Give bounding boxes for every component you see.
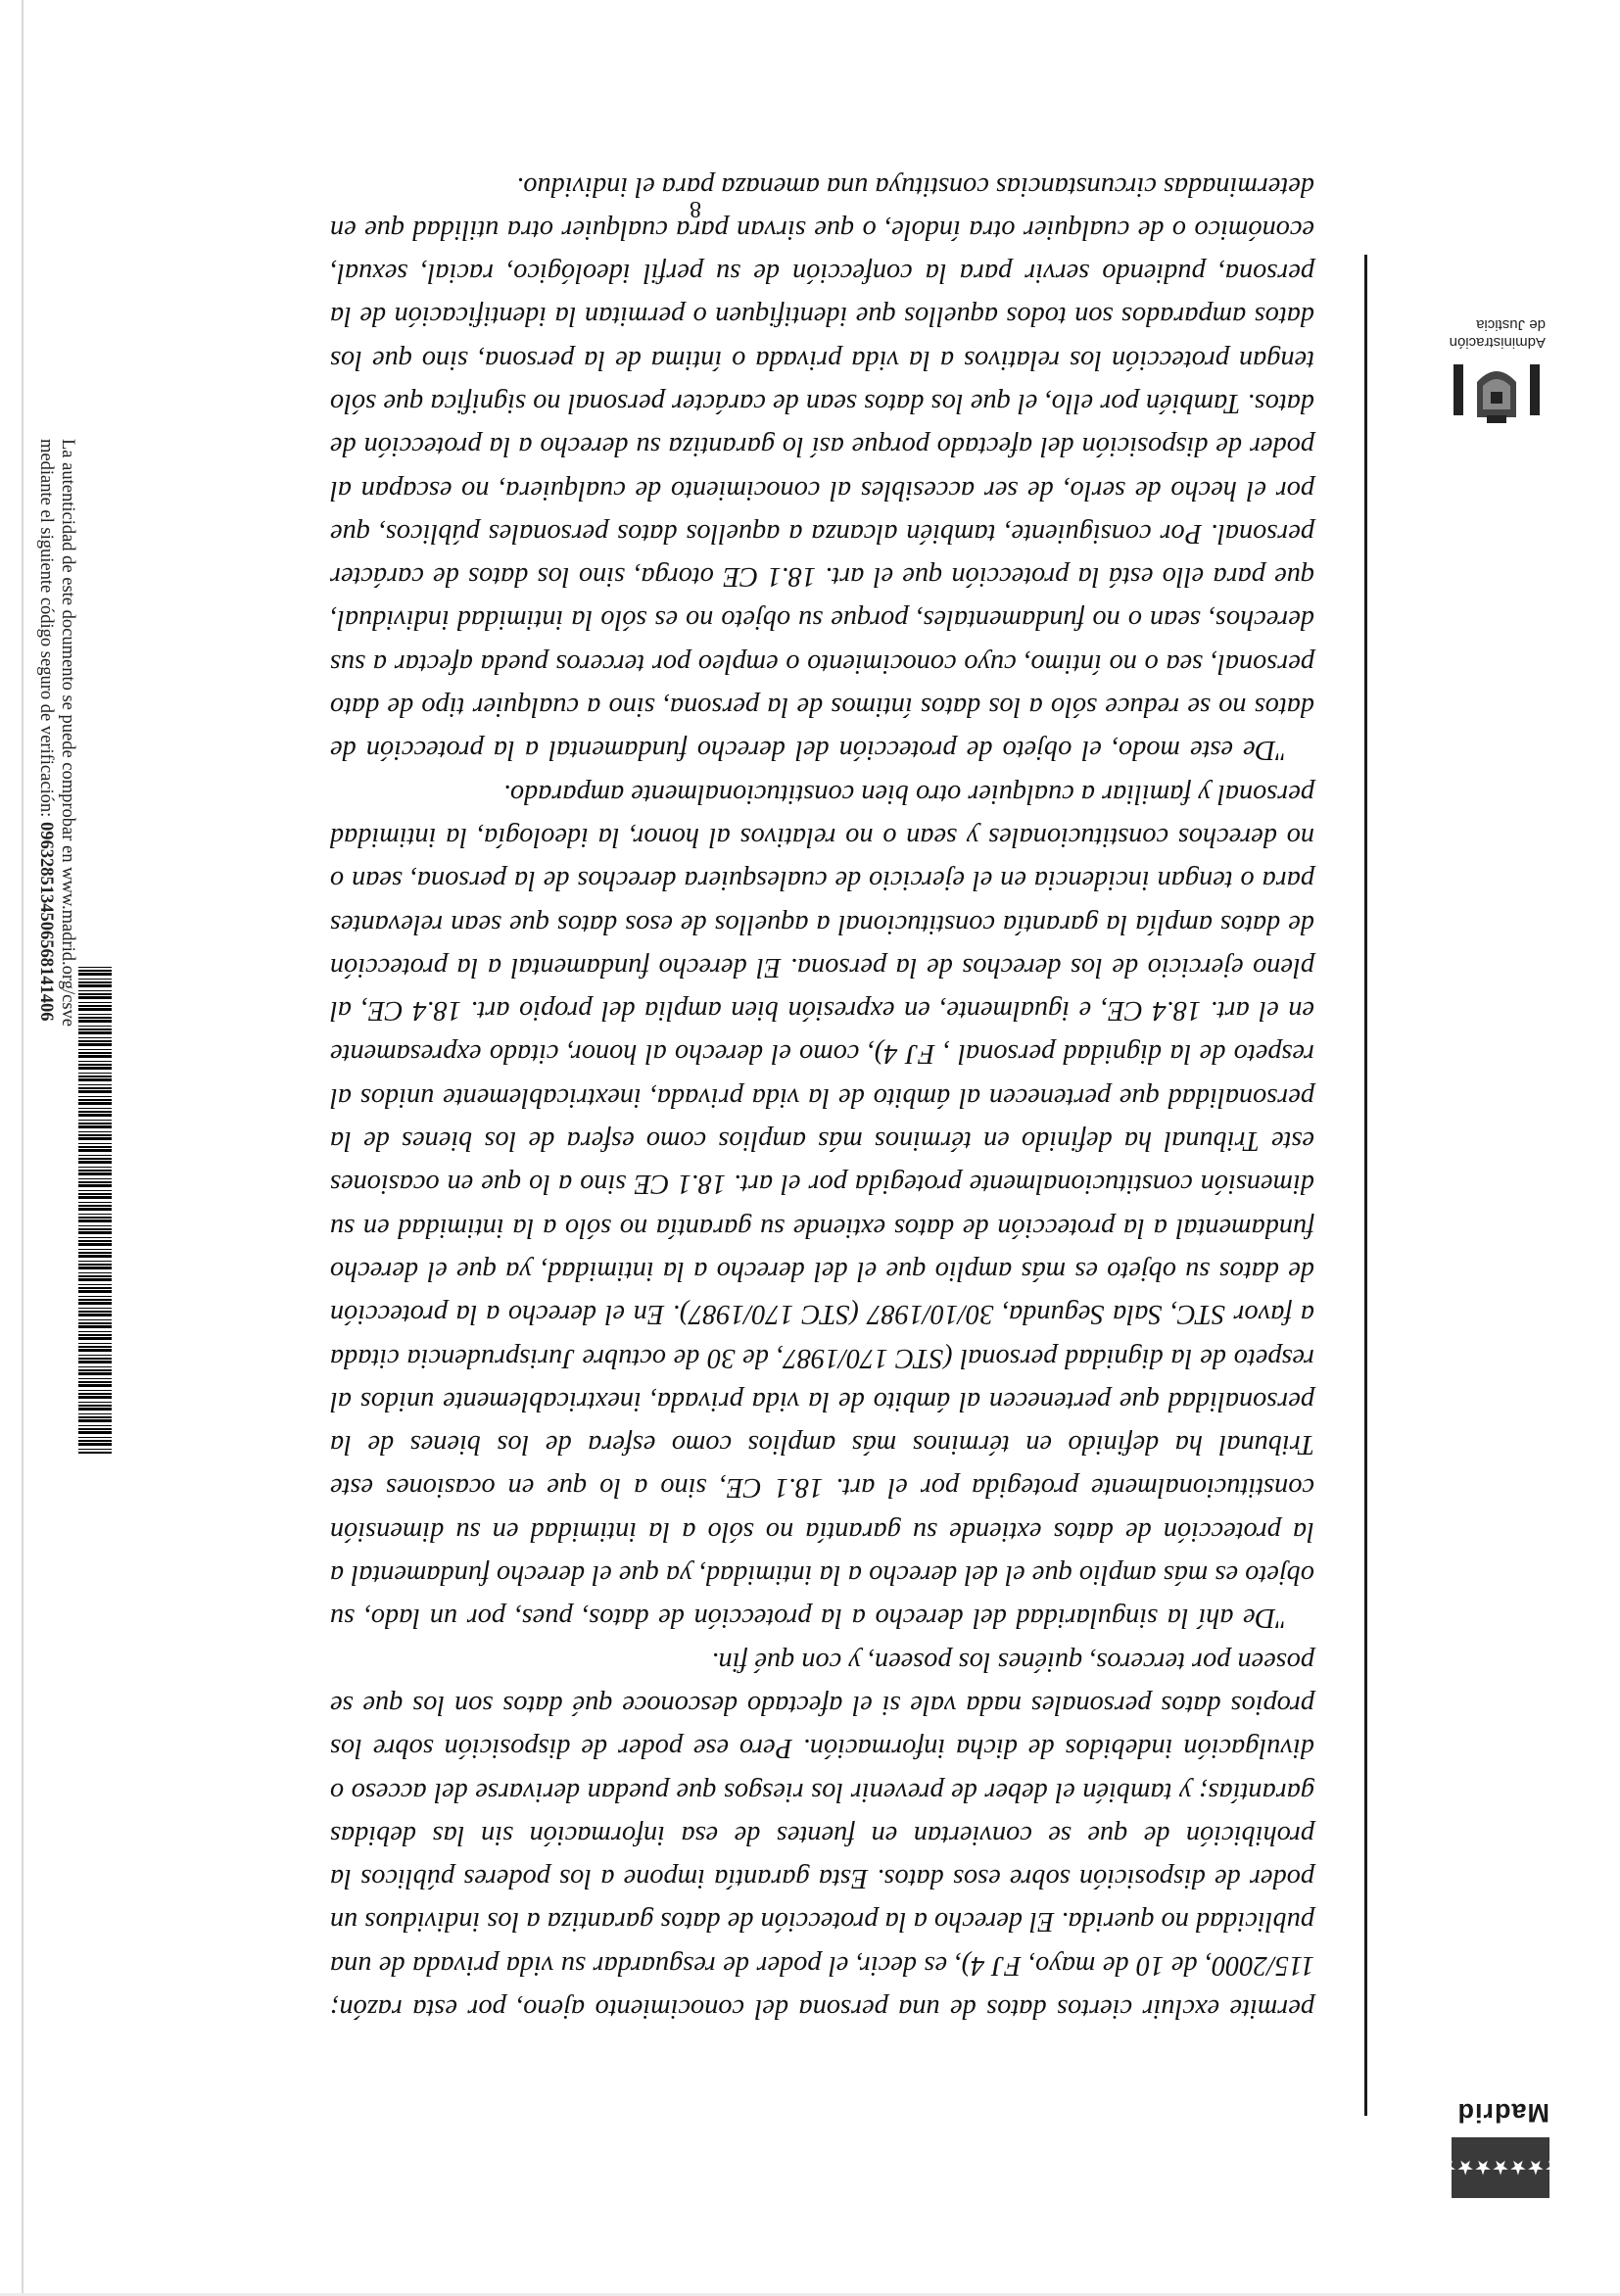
administracion-justicia-logo [1428, 315, 1546, 425]
paragraph-1: permite excluir ciertos datos de una persona del conocimiento ajeno, por esta razón; 115/2000, de 10 de mayo, FJ 4), es decir, el poder de resguardar su vida privada de una publicidad no querida. El derecho a la protección de datos garantiza a los individuos un poder de disposición sobre esos datos. Esta garantía impone a los poderes públicos la prohibición de que se conviertan en fuentes de esa información sin las debidas garantías; y también el deber de prevenir los riesgos que puedan derivarse del acceso o divulgación indebidos de dicha información. Pero ese poder de disposición sobre los propios datos personales nada vale si el afectado desconoce qué datos son los que se poseen por terceros, quiénes los poseen, y con qué fin. [330, 1646, 1314, 2024]
verification-line-2 [35, 439, 57, 1458]
verification-code: 0963285134506568141406 [36, 821, 56, 1022]
admin-line-2: de Justicia [1476, 316, 1546, 333]
scan-edge [22, 0, 24, 2296]
flag-stars-icon: ★★★★★★★ [1452, 2137, 1549, 2198]
barcode-icon [78, 964, 112, 1454]
paragraph-2: "De ahí la singularidad del derecho a la protección de datos, pues, por un lado, su objeto es más amplio que el del derecho a la intimidad, ya que el derecho fundamental a la protección de datos extiende su garantía no sólo a la intimidad en su dimensión constitucionalmente protegida por el art. 18.1 CE, sino a lo que en ocasiones este Tribunal ha definido en términos más amplios como esfera de los bienes de la personalidad que pertenecen al ámbito de la vida privada, inextricablemente unidos al respeto de la dignidad personal (STC 170/1987, de 30 de octubre Jurisprudencia citada a favor STC, Sala Segunda, 30/10/1987 (STC 170/1987). En el derecho a la protección de datos su objeto es más amplio que el del derecho a la intimidad, ya que el derecho fundamental a la protección de datos extiende su garantía no sólo a la intimidad en su dimensión constitucionalmente protegida por el art. 18.1 CE sino a lo que en ocasiones este Tribunal ha definido en términos más amplios como esfera de los bienes de la personalidad que pertenecen al ámbito de la vida privada, inextricablemente unidos al respeto de la dignidad personal , FJ 4), como el derecho al honor, citado expresamente en el art. 18.4 CE, e igualmente, en expresión bien amplia del propio art. 18.4 CE, al pleno ejercicio de los derechos de la persona. El derecho fundamental a la protección de datos amplía la garantía constitucional a aquellos de esos datos que sean relevantes para o tengan incidencia en el ejercicio de cualesquiera derechos de la persona, sean o no derechos constitucionales y sean o no relativos al honor, la ideología, la intimidad personal y familiar a cualquier otro bien constitucionalmente amparado. [330, 778, 1314, 1634]
document-body [330, 164, 1314, 2030]
paragraph-3: "De este modo, el objeto de protección del derecho fundamental a la protección de datos no se reduce sólo a los datos íntimos de la persona, sino a cualquier tipo de dato personal, sea o no íntimo, cuyo conocimiento o empleo por terceros pueda afectar a sus derechos, sean o no fundamentales, porque su objeto no es sólo la intimidad individual, que para ello está la protección que el art. 18.1 CE otorga, sino los datos de carácter personal. Por consiguiente, también alcanza a aquellos datos personales públicos, que por el hecho de serlo, de ser accesibles al conocimiento de cualquiera, no escapan al poder de disposición del afectado porque así lo garantiza su derecho a la protección de datos. También por ello, el que los datos sean de carácter personal no significa que sólo tengan protección los relativos a la vida privada o íntima de la persona, sino que los datos amparados son todos aquellos que identifiquen o permitan la identificación de la persona, pudiendo servir para la confección de su perfil ideológico, racial, sexual, económico o de cualquier otra índole, o que sirvan para cualquier otra utilidad que en determinadas circunstancias constituya una amenaza para el individuo. [330, 170, 1314, 766]
verification-line-1: La autenticidad de este documento se puede comprobar en www.madrid.org/csve [58, 439, 77, 1028]
header-divider [1364, 255, 1367, 2116]
comunidad-madrid-logo [1439, 2097, 1562, 2198]
verification-strip [33, 435, 112, 1454]
page-number: 8 [690, 196, 701, 221]
verification-text [35, 439, 78, 1458]
verification-prefix: mediante el siguiente código seguro de verificación: [36, 439, 56, 822]
region-name: Madrid [1456, 2098, 1549, 2128]
coat-of-arms-icon [1448, 357, 1546, 425]
admin-line-1: Administración [1449, 334, 1546, 351]
